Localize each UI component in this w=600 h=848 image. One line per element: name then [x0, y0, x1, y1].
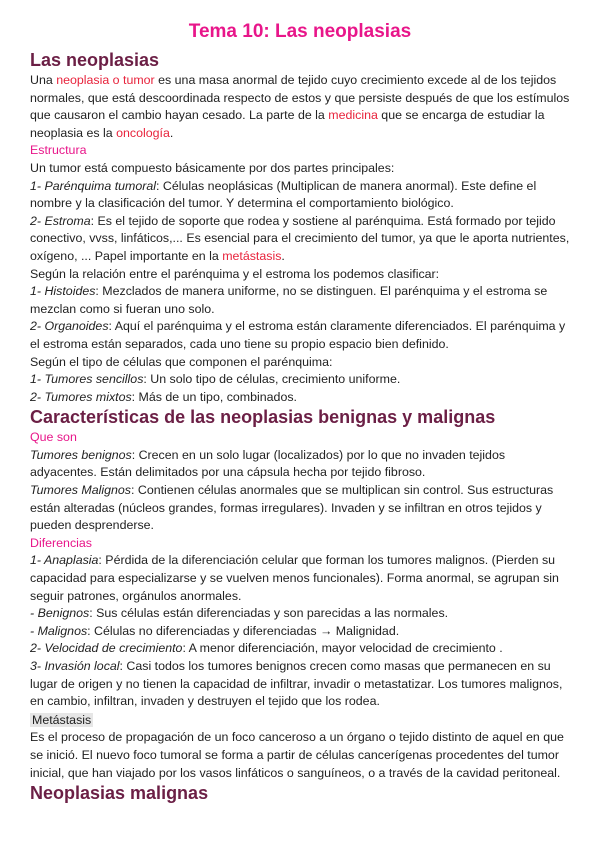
paragraph-malignos: Tumores Malignos: Contienen células anormales que se multiplican sin control. Sus estructuras están alteradas (núcleos grandes, formas irregulares). Invaden y se infiltran en otros tejidos y pueden desprenderse.: [30, 483, 554, 533]
term-neoplasia-link[interactable]: neoplasia o tumor: [56, 73, 155, 87]
paragraph-dif-malignos: - Malignos: Células no diferenciadas y diferenciadas → Malignidad.: [30, 623, 400, 638]
intro-paragraph: Una neoplasia o tumor es una masa anormal de tejido cuyo crecimiento excede al de los tejidos normales, que está descoordinada respecto de estos y que persiste después de que los estímulos que causaron el cambio hayan cesado. La parte de la medicina que se encarga de estudiar la neoplasia es la oncología.: [30, 73, 570, 140]
paragraph-relacion: Según la relación entre el parénquima y el estroma los podemos clasificar:: [30, 266, 440, 281]
section-heading-caracteristicas: Características de las neoplasias benignas y malignas: [30, 407, 496, 428]
subheading-que-son: Que son: [30, 430, 77, 445]
paragraph-histoides: 1- Histoides: Mezclados de manera uniforme, no se distinguen. El parénquima y el estroma se mezclan como si fueran uno solo.: [30, 284, 548, 316]
paragraph-metastasis: Es el proceso de propagación de un foco canceroso a un órgano o tejido distinto de aquel en que se inició. El nuevo foco tumoral se forma a partir de células cancerígenas procedentes del tumor inicial, que han viajado por los vasos linfáticos o sanguíneos, o a través de la cavidad peritoneal.: [30, 730, 564, 780]
paragraph-dif-benignos: - Benignos: Sus células están diferenciadas y son parecidas a las normales.: [30, 606, 449, 621]
section-heading-neoplasias-malignas: Neoplasias malignas: [30, 783, 209, 804]
document-title: Tema 10: Las neoplasias: [188, 21, 412, 42]
subheading-estructura: Estructura: [30, 143, 87, 158]
section-heading-neoplasias: Las neoplasias: [30, 50, 160, 70]
paragraph-organoides: 2- Organoides: Aquí el parénquima y el estroma están claramente diferenciados. El parénquima y el estroma están separados, cada uno tiene su propio espacio bien definido.: [30, 319, 566, 351]
subheading-metastasis: Metástasis: [32, 712, 92, 727]
subheading-metastasis-row: [30, 711, 570, 730]
term-oncologia-link[interactable]: oncología: [116, 125, 170, 140]
paragraph-invasion: 3- Invasión local: Casi todos los tumores benignos crecen como masas que permanecen en su lugar de origen y no tienen la capacidad de infiltrar, invadir o metastatizar. Los tumores malignos, en cambio, infiltran, invaden y destruyen el tejido que los rodea.: [30, 659, 563, 709]
term-metastasis-link[interactable]: metástasis: [222, 248, 282, 263]
paragraph-parenquima: 1- Parénquima tumoral: Células neoplásicas (Multiplican de manera anormal). Este define el nombre y la clasificación del tumor. Y determina el comportamiento biológico.: [30, 178, 537, 211]
paragraph-sencillos: 1- Tumores sencillos: Un solo tipo de células, crecimiento uniforme.: [30, 372, 401, 387]
paragraph-tipo: Según el tipo de células que componen el parénquima:: [30, 354, 333, 369]
paragraph-partes: Un tumor está compuesto básicamente por dos partes principales:: [30, 160, 395, 175]
term-medicina-link[interactable]: medicina: [328, 108, 378, 123]
subheading-diferencias: Diferencias: [30, 535, 92, 550]
paragraph-estroma: 2- Estroma: Es el tejido de soporte que rodea y sostiene al parénquima. Está formado por tejido conectivo, vvss, linfáticos,... Es esencial para el crecimiento del tumor, ya que le aporta nutrientes, oxígeno, ... Papel importante en la metástasis.: [30, 213, 570, 263]
paragraph-mixtos: 2- Tumores mixtos: Más de un tipo, combinados.: [30, 389, 297, 404]
paragraph-benignos: Tumores benignos: Crecen en un solo lugar (localizados) por lo que no invaden tejidos adyacentes. Están delimitados por una cápsula hecha por tejido fibroso.: [30, 447, 506, 480]
paragraph-velocidad: 2- Velocidad de crecimiento: A menor diferenciación, mayor velocidad de crecimiento .: [30, 641, 503, 656]
paragraph-anaplasia: 1- Anaplasia: Pérdida de la diferenciación celular que forman los tumores malignos. (Pierden su capacidad para especializarse y se vuelven menos funcionales). Forma anormal, se agrupan sin seguir patrones, orgánulos anormales.: [30, 553, 559, 603]
